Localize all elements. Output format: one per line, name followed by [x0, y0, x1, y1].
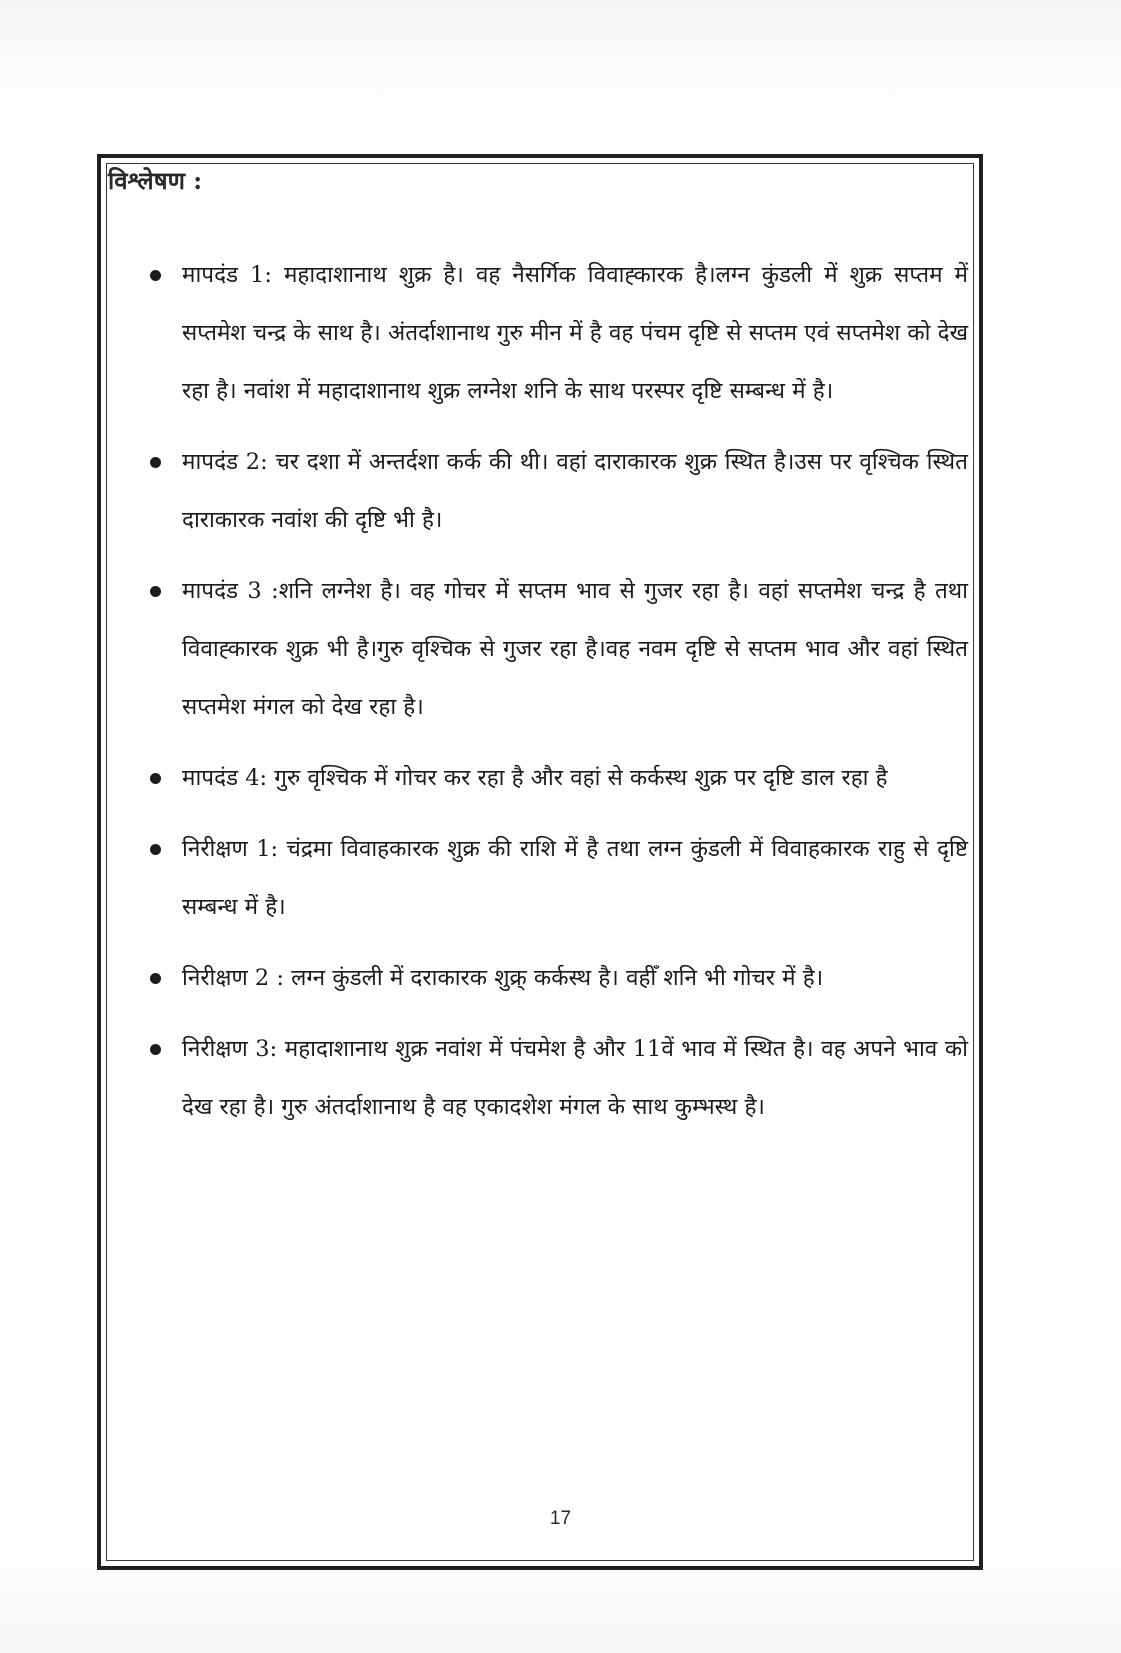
bullet-icon: [150, 457, 161, 468]
list-item-text: मापदंड 4: गुरु वृश्चिक में गोचर कर रहा है और वहां से कर्कस्थ शुक्र पर दृष्टि डाल रहा है: [182, 765, 888, 791]
list-item-text: निरीक्षण 2 : लग्न कुंडली में दराकारक शुक्र् कर्कस्थ है। वहीँ शनि भी गोचर में है।: [182, 965, 824, 991]
list-item-text: निरीक्षण 3: महादाशानाथ शुक्र नवांश में पंचमेश है और 11वें भाव में स्थित है। वह अपने भाव को देख रहा है। गुरु अंतर्दाशानाथ है वह एकादशेश मंगल के साथ कुम्भस्थ है।: [182, 1036, 968, 1120]
list-item: [148, 562, 968, 736]
list-item: [148, 433, 968, 549]
list-item-text: मापदंड 3 :शनि लग्नेश है। वह गोचर में सप्तम भाव से गुजर रहा है। वहां सप्तमेश चन्द्र है तथा विवाह्कारक शुक्र भी है।गुरु वृश्चिक से गुजर रहा है।वह नवम दृष्टि से सप्तम भाव और वहां स्थित सप्तमेश मंगल को देख रहा है।: [182, 578, 968, 720]
bullet-icon: [150, 1044, 161, 1055]
list-item-text: मापदंड 2: चर दशा में अन्तर्दशा कर्क की थी। वहां दाराकारक शुक्र स्थित है।उस पर वृश्चिक स्थित दाराकारक नवांश की दृष्टि भी है।: [182, 449, 968, 533]
list-item-text: निरीक्षण 1: चंद्रमा विवाहकारक शुक्र की राशि में है तथा लग्न कुंडली में विवाहकारक राहु से दृष्टि सम्बन्ध में है।: [182, 836, 968, 920]
analysis-list: [148, 246, 968, 1149]
list-item: [148, 749, 968, 807]
bullet-icon: [150, 973, 161, 984]
list-item: [148, 1020, 968, 1136]
list-item-text: मापदंड 1: महादाशानाथ शुक्र है। वह नैसर्गिक विवाह्कारक है।लग्न कुंडली में शुक्र सप्तम में सप्तमेश चन्द्र के साथ है। अंतर्दाशानाथ गुरु मीन में है वह पंचम दृष्टि से सप्तम एवं सप्तमेश को देख रहा है। नवांश में महादाशानाथ शुक्र लग्नेश शनि के साथ परस्पर दृष्टि सम्बन्ध में है।: [182, 262, 968, 404]
list-item: [148, 820, 968, 936]
bullet-icon: [150, 270, 161, 281]
bullet-icon: [150, 586, 161, 597]
list-item: [148, 246, 968, 420]
page-number: 17: [549, 1508, 572, 1529]
section-heading: विश्लेषण :: [108, 166, 203, 195]
bullet-icon: [150, 844, 161, 855]
list-item: [148, 949, 968, 1007]
bullet-icon: [150, 773, 161, 784]
